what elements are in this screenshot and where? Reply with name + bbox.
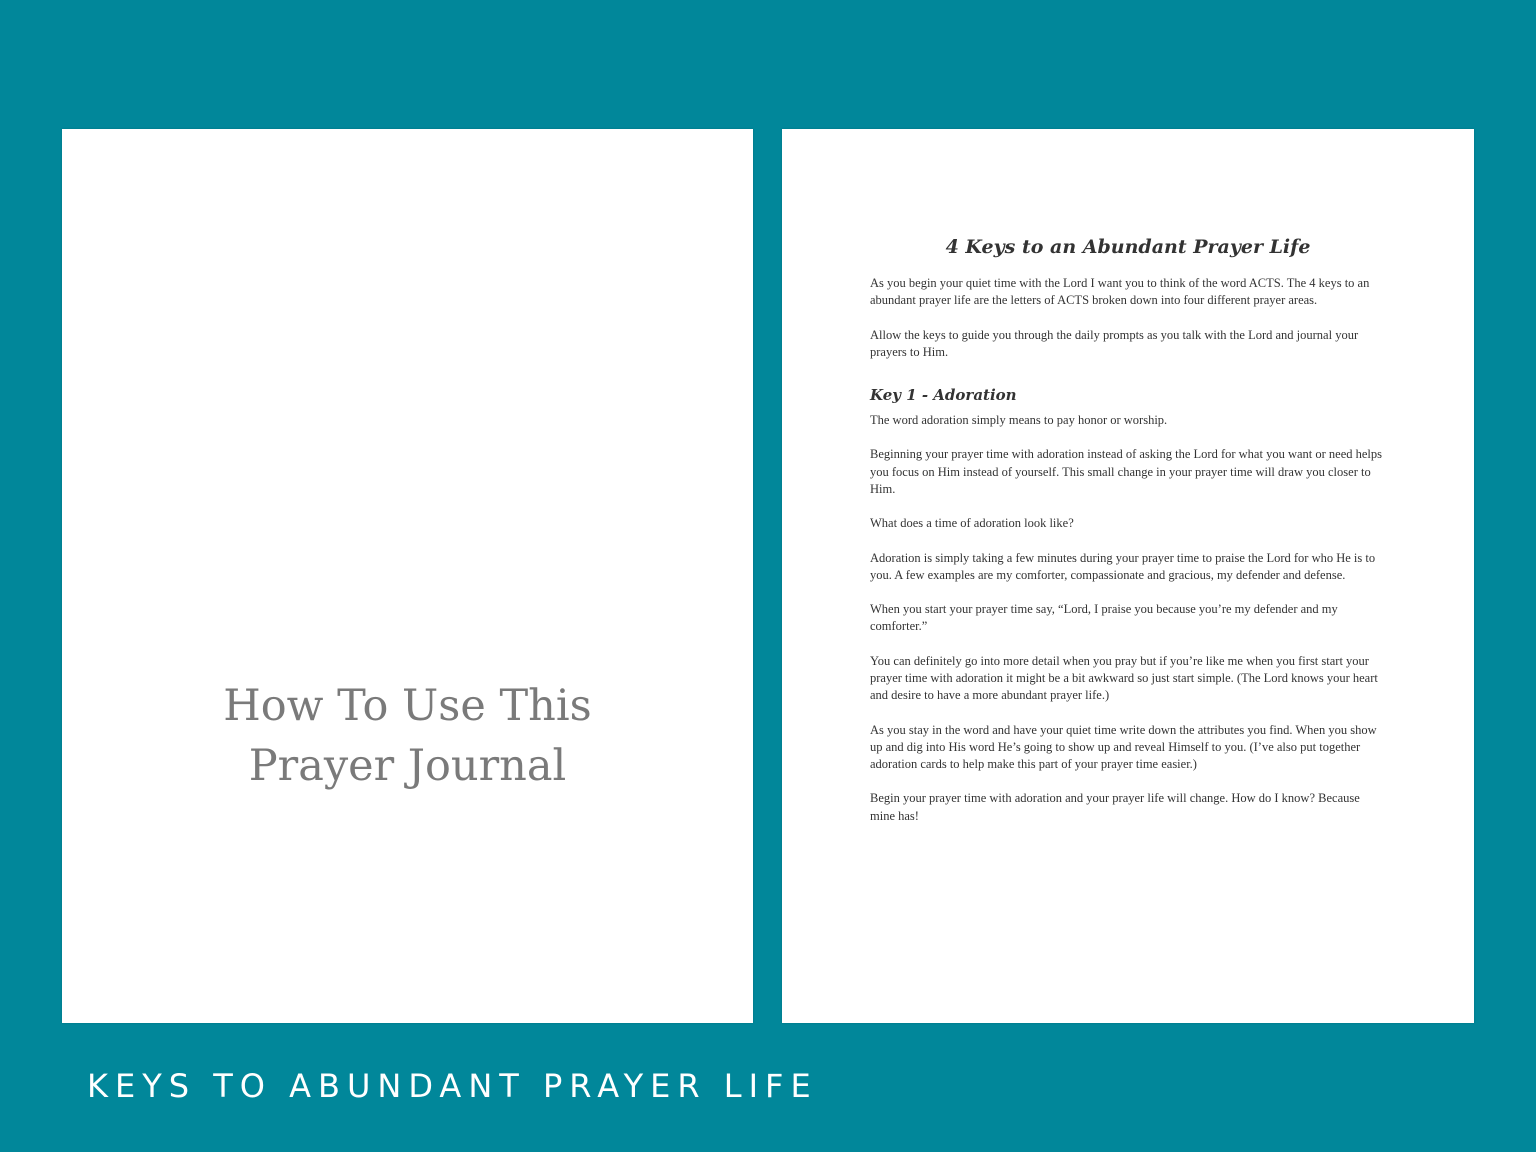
left-page: [62, 129, 753, 1023]
footer-label: KEYS TO ABUNDANT PRAYER LIFE: [87, 1067, 818, 1105]
intro-paragraph: Allow the keys to guide you through the daily prompts as you talk with the Lord and journal your prayers to Him.: [870, 327, 1359, 359]
section-paragraph: Begin your prayer time with adoration and your prayer life will change. How do I know? Because mine has!: [870, 791, 1360, 823]
section-paragraph: When you start your prayer time say, “Lord, I praise you because you’re my defender and my comforter.”: [870, 602, 1338, 634]
right-page: [782, 129, 1474, 1023]
left-title-line2: Prayer Journal: [248, 740, 567, 791]
section-paragraph: You can definitely go into more detail when you pray but if you’re like me when you first start your prayer time with adoration it might be a bit awkward so just start simple. (The Lord knows your heart and desire to have a more abundant prayer life.): [870, 653, 1378, 703]
section-paragraph: The word adoration simply means to pay honor or worship.: [870, 413, 1168, 427]
section-paragraph: As you stay in the word and have your quiet time write down the attributes you find. When you show up and dig into His word He’s going to show up and reveal Himself to you. (I’ve also put together adoration cards to help make this part of your prayer time easier.): [870, 722, 1377, 771]
section-paragraph: Beginning your prayer time with adoration instead of asking the Lord for what you want or need helps you focus on Him instead of yourself. This small change in your prayer time will draw you closer to Him.: [870, 447, 1383, 496]
left-page-title: [62, 676, 753, 796]
section-paragraph: What does a time of adoration look like?: [870, 516, 1074, 531]
section-paragraph: Adoration is simply taking a few minutes during your prayer time to praise the Lord for who He is to you. A few examples are my comforter, compassionate and gracious, my defender and defense.: [870, 550, 1376, 582]
left-title-line1: How To Use This: [223, 680, 592, 731]
section-heading: Key 1 - Adoration: [870, 386, 1017, 404]
intro-paragraph: As you begin your quiet time with the Lord I want you to think of the word ACTS. The 4 keys to an abundant prayer life are the letters of ACTS broken down into four different prayer areas.: [870, 276, 1370, 308]
right-page-title: 4 Keys to an Abundant Prayer Life: [945, 236, 1311, 258]
right-page-content: [870, 233, 1386, 842]
